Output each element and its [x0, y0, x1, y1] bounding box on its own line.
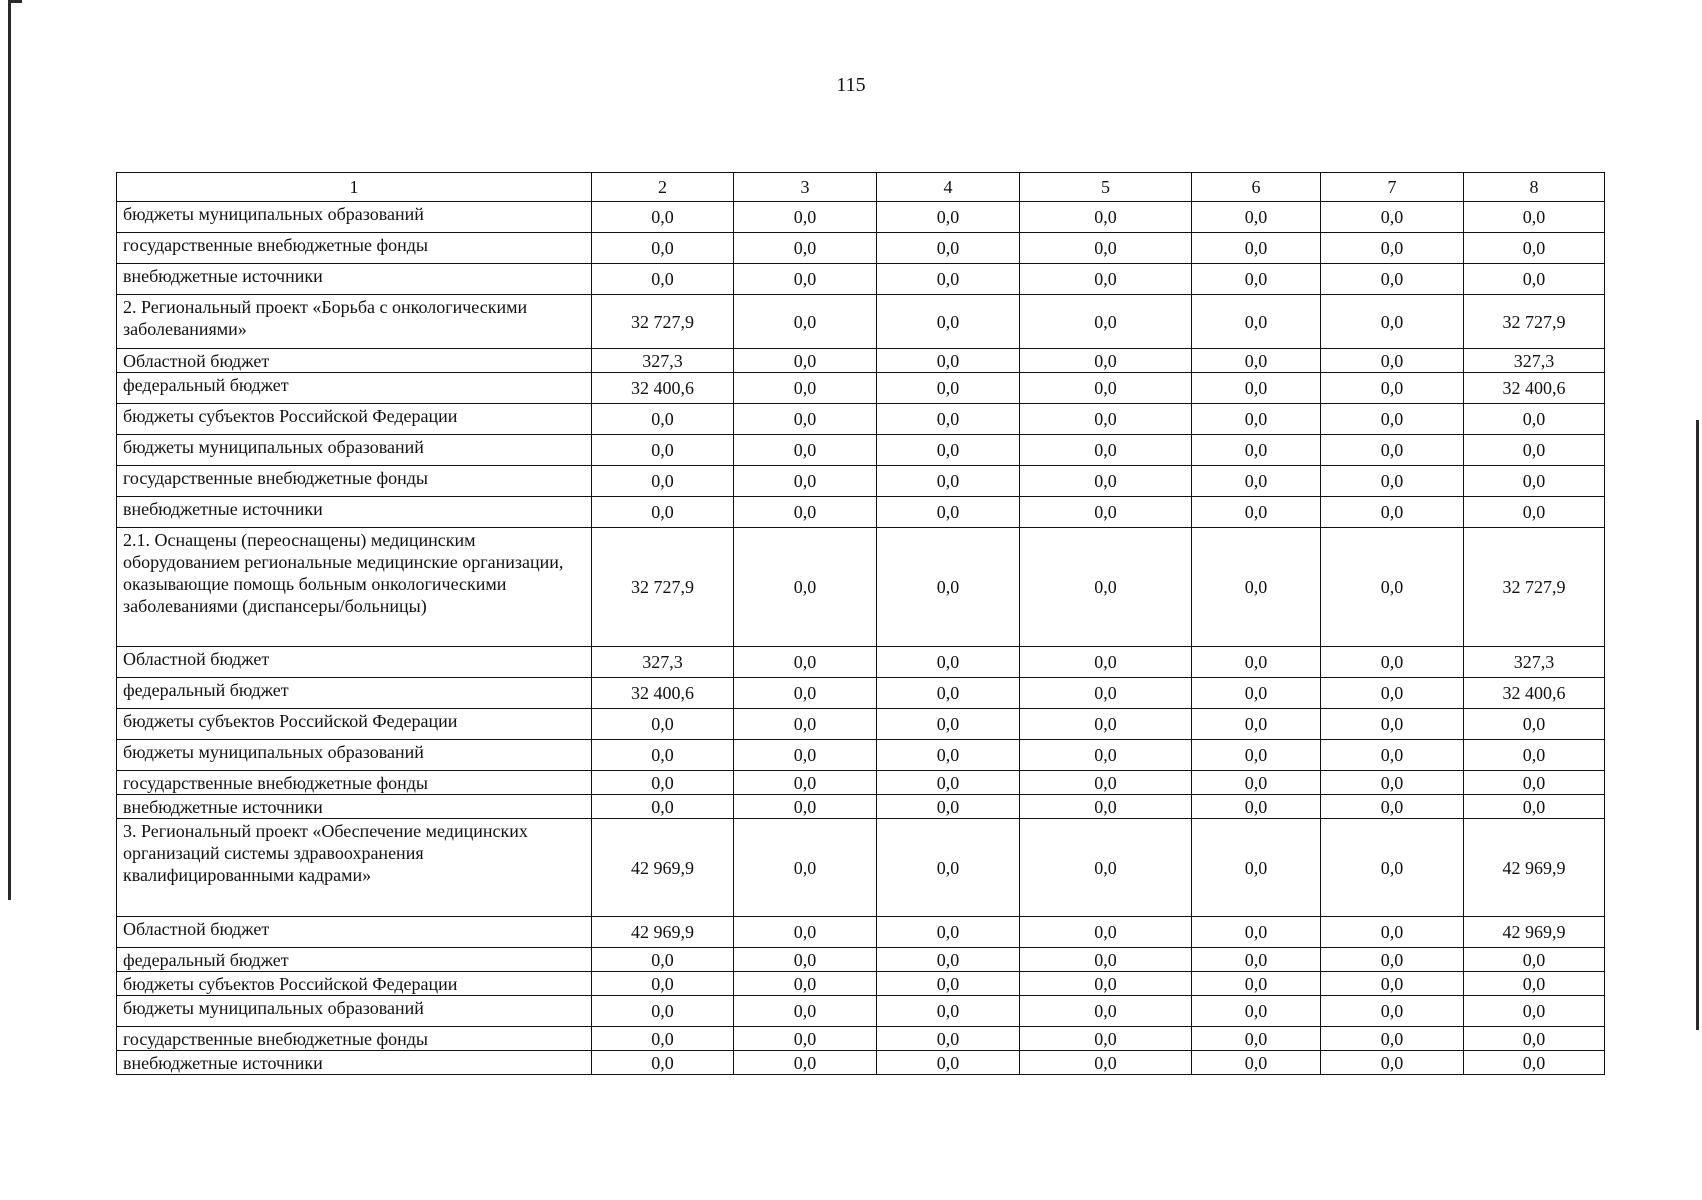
- value-cell: 0,0: [592, 771, 734, 795]
- value-cell: 0,0: [1192, 771, 1321, 795]
- value-cell: 0,0: [1321, 435, 1464, 466]
- value-cell: 0,0: [1464, 996, 1605, 1027]
- value-cell: 0,0: [592, 996, 734, 1027]
- header-cell: 8: [1464, 173, 1605, 202]
- value-cell: 0,0: [1321, 528, 1464, 647]
- value-cell: 0,0: [1020, 948, 1192, 972]
- value-cell: 0,0: [1192, 740, 1321, 771]
- value-cell: 0,0: [877, 795, 1020, 819]
- value-cell: 0,0: [734, 996, 877, 1027]
- value-cell: 0,0: [1321, 1027, 1464, 1051]
- row-label: бюджеты муниципальных образований: [117, 435, 592, 466]
- value-cell: 0,0: [877, 647, 1020, 678]
- value-cell: 0,0: [1321, 740, 1464, 771]
- value-cell: 0,0: [877, 528, 1020, 647]
- value-cell: 0,0: [734, 972, 877, 996]
- value-cell: 0,0: [1321, 1051, 1464, 1075]
- value-cell: 0,0: [1192, 233, 1321, 264]
- row-label: государственные внебюджетные фонды: [117, 466, 592, 497]
- table-row: [117, 264, 1605, 295]
- value-cell: 32 727,9: [1464, 295, 1605, 349]
- value-cell: 0,0: [1321, 972, 1464, 996]
- value-cell: 0,0: [1192, 1027, 1321, 1051]
- value-cell: 0,0: [592, 264, 734, 295]
- value-cell: 0,0: [1020, 678, 1192, 709]
- value-cell: 0,0: [1192, 678, 1321, 709]
- value-cell: 0,0: [1321, 233, 1464, 264]
- value-cell: 0,0: [877, 771, 1020, 795]
- value-cell: 0,0: [877, 819, 1020, 917]
- value-cell: 0,0: [877, 996, 1020, 1027]
- row-label: государственные внебюджетные фонды: [117, 1027, 592, 1051]
- value-cell: 0,0: [877, 295, 1020, 349]
- value-cell: 0,0: [1020, 295, 1192, 349]
- value-cell: 32 727,9: [592, 528, 734, 647]
- value-cell: 0,0: [734, 202, 877, 233]
- value-cell: 0,0: [877, 404, 1020, 435]
- header-cell: 2: [592, 173, 734, 202]
- row-label: бюджеты субъектов Российской Федерации: [117, 404, 592, 435]
- budget-table: [116, 172, 1605, 1075]
- value-cell: 0,0: [1464, 1051, 1605, 1075]
- value-cell: 0,0: [1321, 497, 1464, 528]
- value-cell: 0,0: [1192, 202, 1321, 233]
- value-cell: 0,0: [1020, 819, 1192, 917]
- table-row: [117, 819, 1605, 917]
- value-cell: 0,0: [592, 709, 734, 740]
- value-cell: 0,0: [1020, 795, 1192, 819]
- value-cell: 0,0: [1321, 948, 1464, 972]
- table-row: [117, 233, 1605, 264]
- value-cell: 0,0: [1192, 264, 1321, 295]
- value-cell: 0,0: [734, 528, 877, 647]
- table-row: [117, 497, 1605, 528]
- value-cell: 0,0: [734, 647, 877, 678]
- value-cell: 0,0: [877, 740, 1020, 771]
- value-cell: 0,0: [1321, 349, 1464, 373]
- value-cell: 327,3: [1464, 647, 1605, 678]
- value-cell: 0,0: [1020, 373, 1192, 404]
- value-cell: 0,0: [1192, 295, 1321, 349]
- value-cell: 0,0: [1464, 435, 1605, 466]
- value-cell: 0,0: [1020, 740, 1192, 771]
- table-row: [117, 404, 1605, 435]
- value-cell: 0,0: [1192, 404, 1321, 435]
- value-cell: 0,0: [1321, 264, 1464, 295]
- row-label: федеральный бюджет: [117, 678, 592, 709]
- value-cell: 0,0: [1321, 295, 1464, 349]
- table-row: [117, 1027, 1605, 1051]
- value-cell: 0,0: [592, 497, 734, 528]
- value-cell: 0,0: [1192, 996, 1321, 1027]
- value-cell: 32 400,6: [592, 678, 734, 709]
- value-cell: 0,0: [734, 1051, 877, 1075]
- value-cell: 0,0: [1020, 1051, 1192, 1075]
- table-row: [117, 435, 1605, 466]
- row-label: бюджеты муниципальных образований: [117, 996, 592, 1027]
- scan-edge-left: [8, 0, 11, 900]
- row-label: Областной бюджет: [117, 349, 592, 373]
- value-cell: 0,0: [1464, 264, 1605, 295]
- row-label: бюджеты субъектов Российской Федерации: [117, 972, 592, 996]
- value-cell: 0,0: [1020, 233, 1192, 264]
- row-label: 3. Региональный проект «Обеспечение медицинских организаций системы здравоохранения квалифицированными кадрами»: [117, 819, 592, 917]
- row-label: Областной бюджет: [117, 917, 592, 948]
- value-cell: 0,0: [1321, 647, 1464, 678]
- value-cell: 0,0: [1464, 1027, 1605, 1051]
- value-cell: 0,0: [734, 466, 877, 497]
- value-cell: 0,0: [734, 264, 877, 295]
- value-cell: 0,0: [1321, 771, 1464, 795]
- table-row: [117, 948, 1605, 972]
- header-cell: 5: [1020, 173, 1192, 202]
- value-cell: 0,0: [734, 1027, 877, 1051]
- value-cell: 0,0: [1464, 233, 1605, 264]
- scan-edge-tick: [8, 0, 22, 3]
- value-cell: 0,0: [1192, 709, 1321, 740]
- value-cell: 0,0: [1020, 528, 1192, 647]
- value-cell: 0,0: [1192, 972, 1321, 996]
- value-cell: 0,0: [592, 404, 734, 435]
- value-cell: 0,0: [1192, 819, 1321, 917]
- header-cell: 4: [877, 173, 1020, 202]
- value-cell: 0,0: [877, 917, 1020, 948]
- value-cell: 0,0: [1020, 917, 1192, 948]
- value-cell: 32 400,6: [1464, 373, 1605, 404]
- value-cell: 0,0: [877, 373, 1020, 404]
- value-cell: 0,0: [734, 771, 877, 795]
- header-cell: 6: [1192, 173, 1321, 202]
- value-cell: 0,0: [592, 795, 734, 819]
- value-cell: 0,0: [877, 972, 1020, 996]
- value-cell: 327,3: [592, 647, 734, 678]
- table-body: [117, 173, 1605, 1075]
- value-cell: 0,0: [1020, 435, 1192, 466]
- value-cell: 0,0: [1321, 373, 1464, 404]
- value-cell: 0,0: [1464, 972, 1605, 996]
- table-row: [117, 373, 1605, 404]
- value-cell: 0,0: [592, 1051, 734, 1075]
- table-row: [117, 202, 1605, 233]
- row-label: внебюджетные источники: [117, 1051, 592, 1075]
- value-cell: 0,0: [734, 740, 877, 771]
- value-cell: 0,0: [592, 948, 734, 972]
- value-cell: 0,0: [877, 497, 1020, 528]
- value-cell: 0,0: [1321, 678, 1464, 709]
- value-cell: 0,0: [1020, 264, 1192, 295]
- scan-edge-right: [1696, 420, 1699, 1030]
- table-row: [117, 972, 1605, 996]
- value-cell: 0,0: [877, 435, 1020, 466]
- row-label: 2. Региональный проект «Борьба с онкологическими заболеваниями»: [117, 295, 592, 349]
- value-cell: 0,0: [877, 948, 1020, 972]
- table-row: [117, 795, 1605, 819]
- value-cell: 0,0: [592, 202, 734, 233]
- page-number: 115: [836, 74, 866, 96]
- value-cell: 0,0: [1192, 917, 1321, 948]
- value-cell: 0,0: [734, 819, 877, 917]
- value-cell: 0,0: [1321, 202, 1464, 233]
- value-cell: 0,0: [734, 435, 877, 466]
- value-cell: 0,0: [1020, 349, 1192, 373]
- value-cell: 0,0: [1020, 466, 1192, 497]
- row-label: внебюджетные источники: [117, 497, 592, 528]
- value-cell: 0,0: [734, 233, 877, 264]
- value-cell: 0,0: [1192, 948, 1321, 972]
- value-cell: 0,0: [1020, 647, 1192, 678]
- table-row: [117, 917, 1605, 948]
- value-cell: 0,0: [1464, 709, 1605, 740]
- value-cell: 0,0: [877, 1051, 1020, 1075]
- value-cell: 327,3: [1464, 349, 1605, 373]
- value-cell: 0,0: [1321, 819, 1464, 917]
- value-cell: 0,0: [877, 233, 1020, 264]
- value-cell: 0,0: [1020, 709, 1192, 740]
- value-cell: 0,0: [877, 202, 1020, 233]
- value-cell: 0,0: [592, 740, 734, 771]
- value-cell: 0,0: [1321, 466, 1464, 497]
- value-cell: 0,0: [1192, 373, 1321, 404]
- row-label: бюджеты субъектов Российской Федерации: [117, 709, 592, 740]
- value-cell: 0,0: [592, 972, 734, 996]
- value-cell: 0,0: [1321, 996, 1464, 1027]
- row-label: внебюджетные источники: [117, 795, 592, 819]
- value-cell: 0,0: [1321, 917, 1464, 948]
- value-cell: 0,0: [1020, 771, 1192, 795]
- header-cell: 1: [117, 173, 592, 202]
- value-cell: 0,0: [1020, 404, 1192, 435]
- table-row: [117, 349, 1605, 373]
- value-cell: 0,0: [1464, 202, 1605, 233]
- row-label: федеральный бюджет: [117, 948, 592, 972]
- value-cell: 42 969,9: [1464, 819, 1605, 917]
- value-cell: 0,0: [1020, 497, 1192, 528]
- table-row: [117, 740, 1605, 771]
- value-cell: 0,0: [1192, 349, 1321, 373]
- value-cell: 0,0: [1464, 771, 1605, 795]
- value-cell: 0,0: [877, 709, 1020, 740]
- value-cell: 0,0: [1020, 972, 1192, 996]
- row-label: внебюджетные источники: [117, 264, 592, 295]
- value-cell: 0,0: [1020, 996, 1192, 1027]
- value-cell: 0,0: [1464, 404, 1605, 435]
- value-cell: 0,0: [1464, 948, 1605, 972]
- value-cell: 0,0: [877, 466, 1020, 497]
- value-cell: 0,0: [877, 349, 1020, 373]
- value-cell: 0,0: [1192, 466, 1321, 497]
- header-cell: 7: [1321, 173, 1464, 202]
- row-label: 2.1. Оснащены (переоснащены) медицинским оборудованием региональные медицинские организации, оказывающие помощь больным онкологическими заболеваниями (диспансеры/больницы): [117, 528, 592, 647]
- row-label: государственные внебюджетные фонды: [117, 771, 592, 795]
- table-row: [117, 528, 1605, 647]
- value-cell: 0,0: [1464, 740, 1605, 771]
- value-cell: 0,0: [1192, 497, 1321, 528]
- value-cell: 0,0: [1020, 1027, 1192, 1051]
- value-cell: 0,0: [592, 435, 734, 466]
- value-cell: 0,0: [734, 948, 877, 972]
- value-cell: 0,0: [592, 466, 734, 497]
- value-cell: 0,0: [1321, 709, 1464, 740]
- value-cell: 0,0: [1192, 647, 1321, 678]
- row-label: государственные внебюджетные фонды: [117, 233, 592, 264]
- table-row: [117, 647, 1605, 678]
- value-cell: 42 969,9: [1464, 917, 1605, 948]
- value-cell: 0,0: [877, 1027, 1020, 1051]
- value-cell: 0,0: [592, 1027, 734, 1051]
- value-cell: 0,0: [734, 497, 877, 528]
- value-cell: 0,0: [1192, 435, 1321, 466]
- value-cell: 0,0: [1321, 795, 1464, 819]
- value-cell: 0,0: [734, 349, 877, 373]
- value-cell: 0,0: [734, 709, 877, 740]
- row-label: Областной бюджет: [117, 647, 592, 678]
- table-row: [117, 996, 1605, 1027]
- row-label: бюджеты муниципальных образований: [117, 202, 592, 233]
- value-cell: 0,0: [1192, 528, 1321, 647]
- value-cell: 0,0: [734, 373, 877, 404]
- value-cell: 0,0: [734, 295, 877, 349]
- value-cell: 0,0: [1321, 404, 1464, 435]
- value-cell: 42 969,9: [592, 819, 734, 917]
- value-cell: 32 400,6: [592, 373, 734, 404]
- value-cell: 0,0: [734, 404, 877, 435]
- value-cell: 0,0: [734, 917, 877, 948]
- value-cell: 0,0: [1464, 466, 1605, 497]
- value-cell: 0,0: [1192, 795, 1321, 819]
- value-cell: 0,0: [592, 233, 734, 264]
- value-cell: 0,0: [1020, 202, 1192, 233]
- value-cell: 32 400,6: [1464, 678, 1605, 709]
- table-row: [117, 466, 1605, 497]
- row-label: бюджеты муниципальных образований: [117, 740, 592, 771]
- header-cell: 3: [734, 173, 877, 202]
- value-cell: 0,0: [1464, 497, 1605, 528]
- value-cell: 32 727,9: [592, 295, 734, 349]
- value-cell: 0,0: [734, 678, 877, 709]
- value-cell: 0,0: [1192, 1051, 1321, 1075]
- table-header-row: [117, 173, 1605, 202]
- table-row: [117, 678, 1605, 709]
- table-row: [117, 771, 1605, 795]
- row-label: федеральный бюджет: [117, 373, 592, 404]
- value-cell: 327,3: [592, 349, 734, 373]
- table-row: [117, 1051, 1605, 1075]
- value-cell: 0,0: [734, 795, 877, 819]
- value-cell: 32 727,9: [1464, 528, 1605, 647]
- table-row: [117, 709, 1605, 740]
- value-cell: 0,0: [877, 678, 1020, 709]
- value-cell: 0,0: [877, 264, 1020, 295]
- value-cell: 0,0: [1464, 795, 1605, 819]
- table-row: [117, 295, 1605, 349]
- value-cell: 42 969,9: [592, 917, 734, 948]
